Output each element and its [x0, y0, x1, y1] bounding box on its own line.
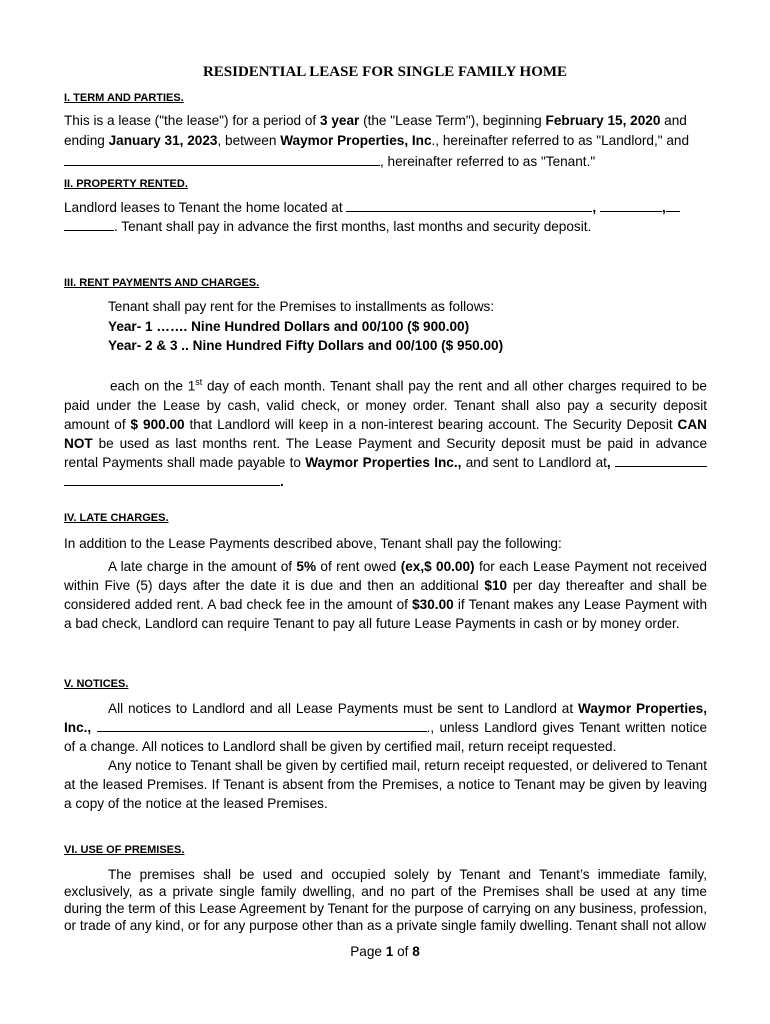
section-heading-use: VI. USE OF PREMISES.	[64, 844, 185, 856]
tenant-name-blank	[64, 152, 380, 166]
term-line-2: ending January 31, 2023, between Waymor Properties, Inc., hereinafter referred to as "Landlord," and	[64, 133, 690, 148]
late-paragraph: A late charge in the amount of 5% of rent owed (ex,$ 00.00) for each Lease Payment not received within Five (5) days after the date it is due and then an additional $10 per day thereafter and shall be considered added rent. A bad check fee in the amount of $30.00 if Tenant makes any Lease Payment with a bad check, Landlord can require Tenant to pay all future Lease Payments in cash or by money order.	[64, 559, 708, 631]
property-line-2: . Tenant shall pay in advance the first months, last months and security deposit.	[64, 217, 591, 235]
landlord-name: Waymor Properties, Inc	[280, 133, 432, 148]
section-heading-late: IV. LATE CHARGES.	[64, 512, 169, 524]
security-deposit-amount: $ 900.00	[130, 416, 185, 432]
term-line-1: This is a lease ("the lease") for a period of 3 year (the "Lease Term"), beginning February 15, 2020 and	[64, 113, 687, 128]
property-state-blank	[666, 198, 680, 212]
property-zip-blank	[64, 217, 114, 231]
notices-paragraph-2: Any notice to Tenant shall be given by certified mail, return receipt requested, or delivered to Tenant at the leased Premises. If Tenant is absent from the Premises, a notice to Tenant may be given by leaving a copy of the notice at the leased Premises.	[64, 758, 707, 811]
notice-address-blank	[97, 718, 427, 732]
notices-paragraph-1: All notices to Landlord and all Lease Payments must be sent to Landlord at Waymor Properties, Inc., ., unless Landlord gives Tenant written notice of a change. All notices to Landlord shall be given by certified mail, return receipt requested.	[64, 701, 708, 754]
rent-year-2-3: Year- 2 & 3 .. Nine Hundred Fifty Dollars and 00/100 ($ 950.00)	[108, 338, 504, 353]
page-number: Page 1 of 8	[350, 944, 420, 959]
landlord-address-blank-2	[64, 472, 280, 486]
term-line-3: , hereinafter referred to as "Tenant."	[64, 152, 595, 170]
property-address-blank	[346, 198, 592, 212]
lease-term-value: 3 year	[319, 113, 360, 128]
property-line-1: Landlord leases to Tenant the home located at , ,	[64, 198, 680, 216]
property-city-blank	[600, 198, 662, 212]
document-title: RESIDENTIAL LEASE FOR SINGLE FAMILY HOME	[202, 64, 568, 80]
section-heading-notices: V. NOTICES.	[64, 678, 129, 690]
section-heading-rent: III. RENT PAYMENTS AND CHARGES.	[64, 277, 260, 289]
section-heading-term: I. TERM AND PARTIES.	[64, 92, 184, 104]
rent-intro: Tenant shall pay rent for the Premises to installments as follows:	[108, 299, 495, 314]
rent-paragraph: each on the 1st day of each month. Tenant shall pay the rent and all other charges required to be paid under the Lease by cash, valid check, or money order. Tenant shall also pay a security deposit amount of $ 900.00 that Landlord will keep in a non-interest bearing account. The Security Deposit CAN NOT be used as last months rent. The Lease Payment and Security deposit must be paid in advance rental Payments shall made payable to Waymor Properties Inc., and sent to Landlord at, .	[64, 377, 707, 489]
landlord-address-blank	[615, 453, 707, 467]
rent-year-1: Year- 1 ……. Nine Hundred Dollars and 00/100 ($ 900.00)	[108, 319, 470, 334]
use-paragraph: The premises shall be used and occupied solely by Tenant and Tenant’s immediate family, exclusively, as a private single family dwelling, and no part of the Premises shall be used at any time during the term of this Lease Agreement by Tenant for the purpose of carrying on any business, profession, or trade of any kind, or for any purpose other than as a private single family dwelling. Tenant shall not allow	[64, 867, 707, 933]
begin-date: February 15, 2020	[545, 113, 661, 128]
end-date: January 31, 2023	[108, 133, 218, 148]
late-intro: In addition to the Lease Payments described above, Tenant shall pay the following:	[64, 536, 562, 551]
payee-name: Waymor Properties Inc.,	[305, 454, 462, 470]
section-heading-property: II. PROPERTY RENTED.	[64, 178, 188, 190]
